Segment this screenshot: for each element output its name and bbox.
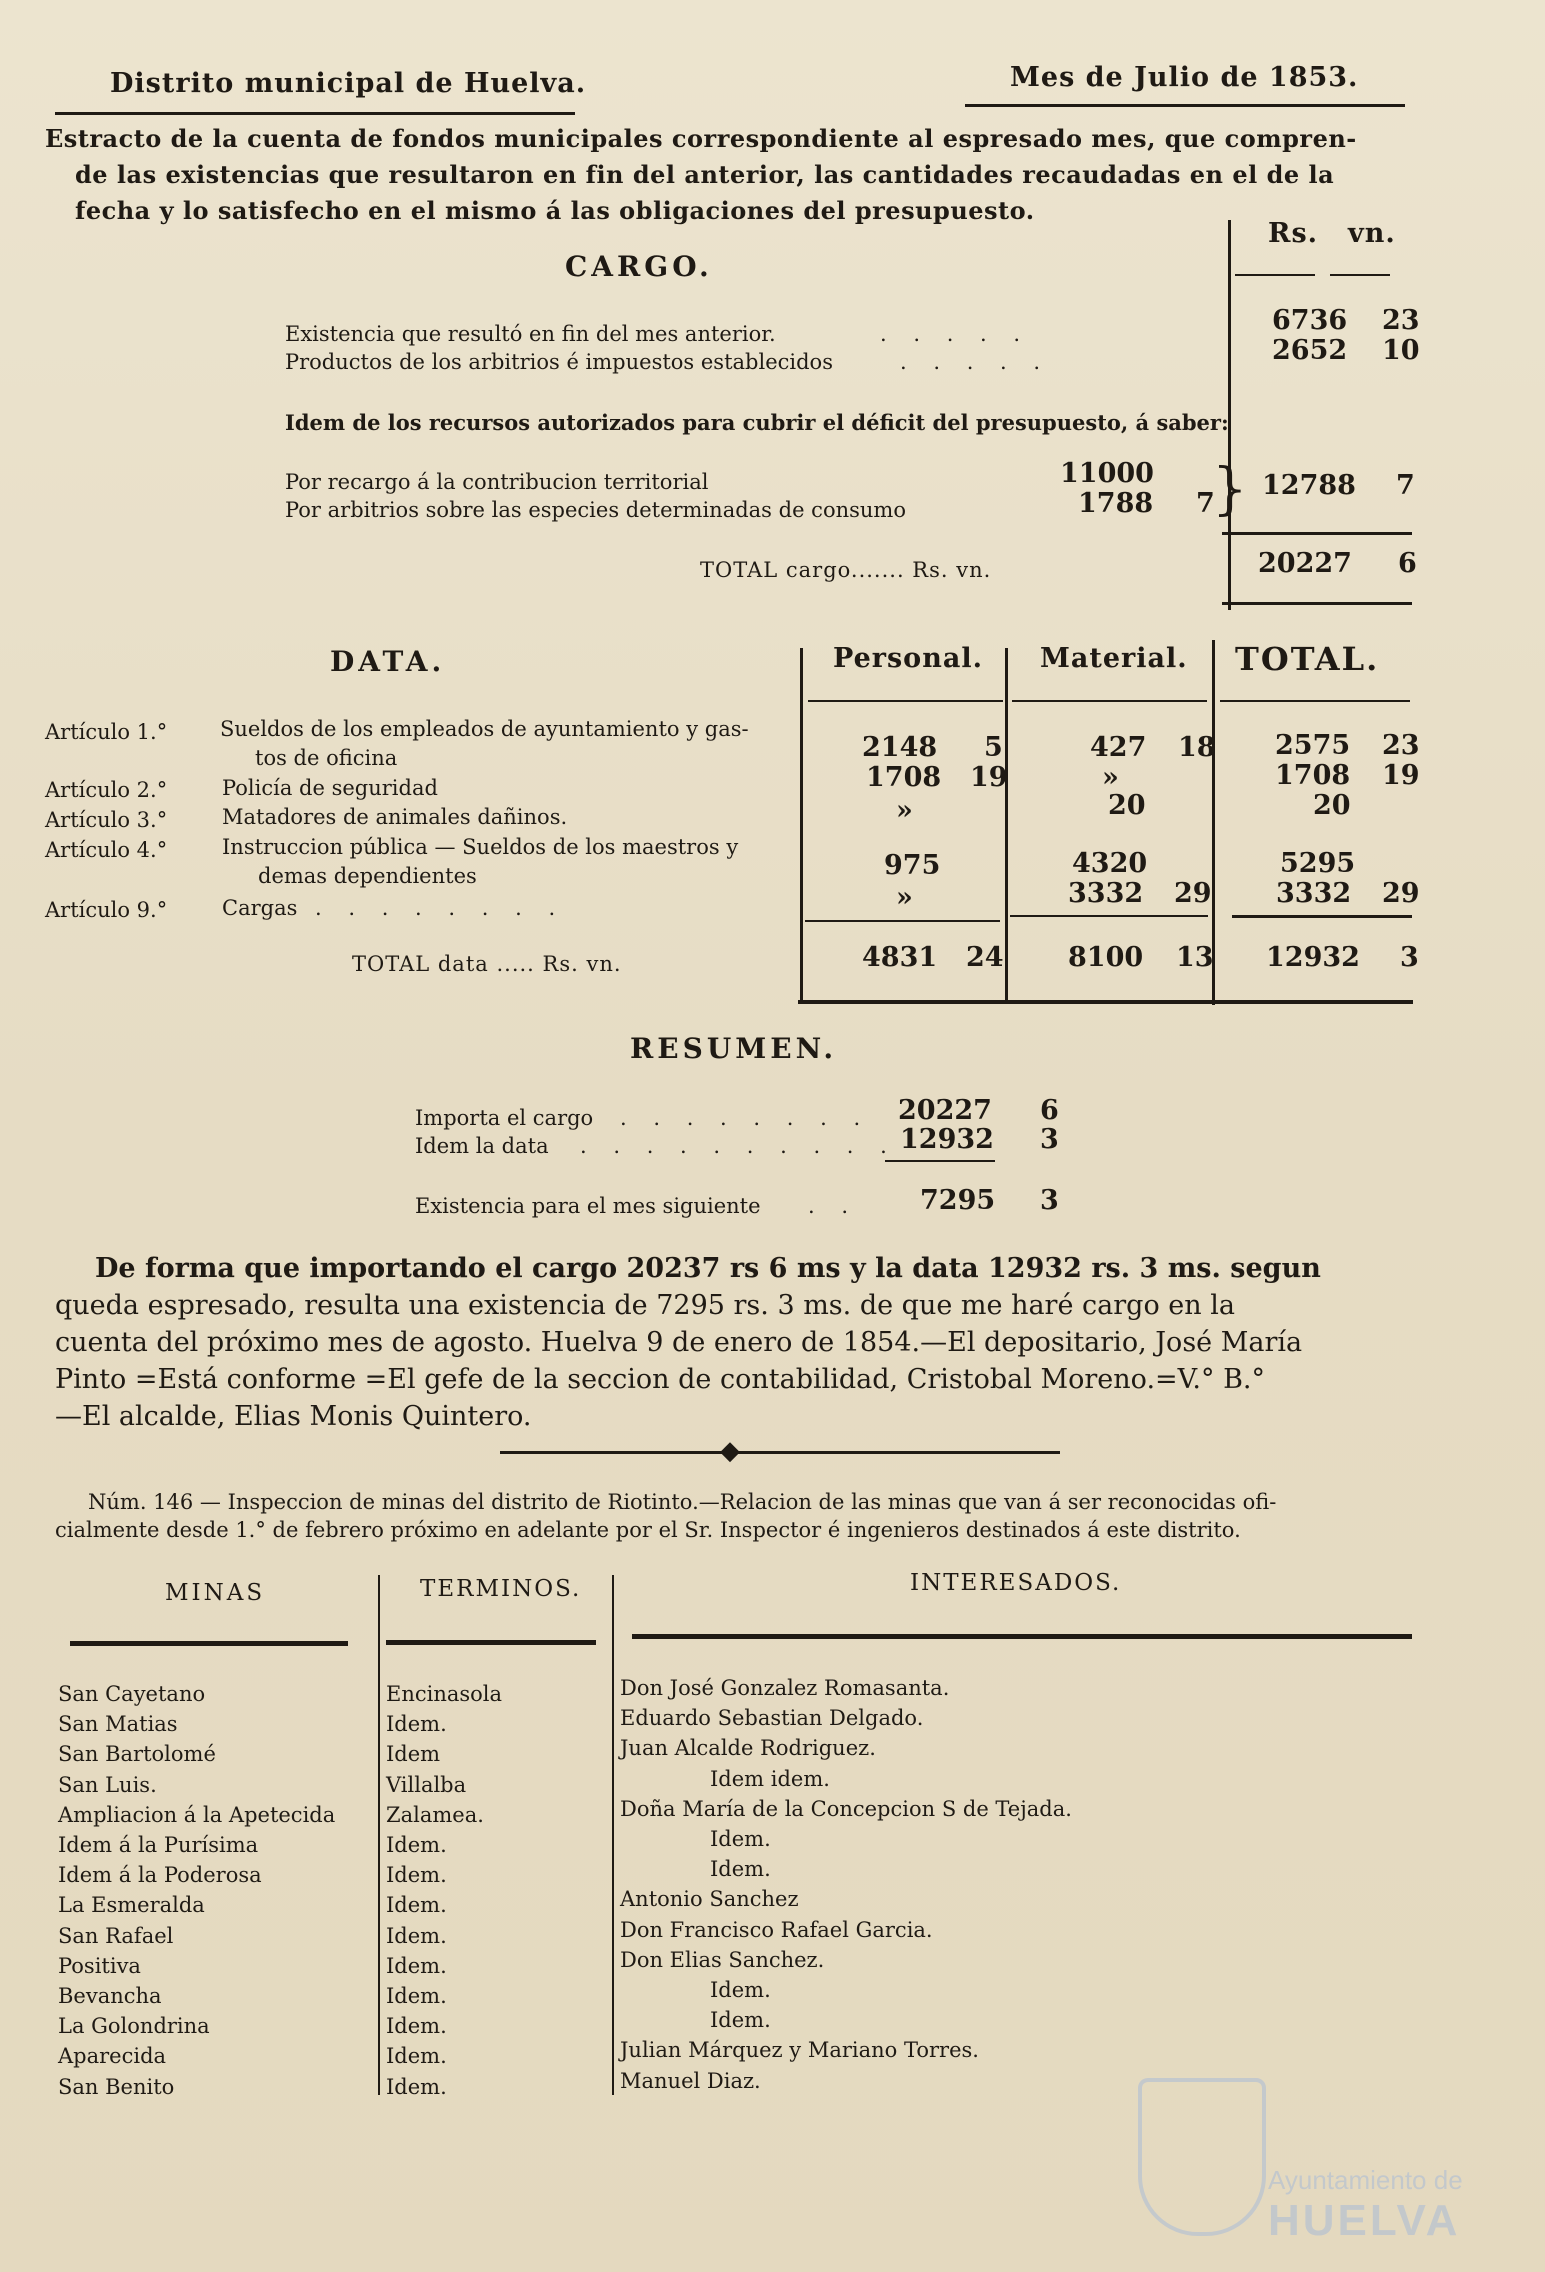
divider-ornament-icon: ◆	[720, 1436, 740, 1466]
mina-termino: Idem.	[386, 1863, 447, 1887]
cargo-row1-vn: 23	[1382, 305, 1420, 336]
mina-name: Positiva	[58, 1954, 141, 1978]
data-material: 427	[1090, 732, 1147, 763]
data-personal: »	[896, 882, 913, 913]
data-rule-1	[800, 648, 803, 1003]
mina-name: Ampliacion á la Apetecida	[58, 1803, 336, 1827]
col-minas: MINAS	[165, 1580, 266, 1606]
mina-termino: Idem.	[386, 2075, 447, 2099]
data-total: 2575	[1275, 730, 1351, 761]
mina-termino: Idem.	[386, 1833, 447, 1857]
mina-interesado: Julian Márquez y Mariano Torres.	[620, 2038, 979, 2062]
mina-interesado: Doña María de la Concepcion S de Tejada.	[620, 1797, 1072, 1821]
data-personal: 2148	[862, 732, 938, 763]
mina-termino: Idem.	[386, 1984, 447, 2008]
mina-termino: Idem.	[386, 1712, 447, 1736]
resumen-row1-vn: 6	[1040, 1095, 1059, 1126]
resumen-row2-dots: . . . . . . . . . .	[580, 1134, 897, 1158]
cargo-row1-rs: 6736	[1272, 305, 1348, 336]
data-material-vn: 29	[1174, 878, 1212, 909]
coat-of-arms-icon	[1138, 2078, 1266, 2236]
mina-termino: Idem.	[386, 1924, 447, 1948]
cargo-sub-total-rs: 12788	[1262, 470, 1356, 501]
mina-termino: Idem.	[386, 1893, 447, 1917]
resumen-row1-label: Importa el cargo	[415, 1106, 594, 1130]
watermark-line-2: HUELVA	[1268, 2196, 1461, 2245]
data-desc-cont: tos de oficina	[255, 746, 398, 770]
cargo-row2-vn: 10	[1382, 335, 1420, 366]
district-title: Distrito municipal de Huelva.	[110, 68, 587, 99]
cargo-row2-dots: . . . . .	[900, 350, 1051, 374]
intro-line-2: de las existencias que resultaron en fin del anterior, las cantidades recaudadas en el de la	[75, 160, 1335, 189]
mina-interesado: Idem idem.	[710, 1767, 830, 1791]
intro-line-1: Estracto de la cuenta de fondos municipales correspondiente al espresado mes, que compren-	[45, 124, 1357, 153]
header-rule-left	[55, 112, 575, 115]
data-art: Artículo 3.°	[45, 808, 168, 832]
brace-icon: }	[1212, 457, 1248, 522]
cargo-sub2-vn: 7	[1196, 488, 1215, 519]
data-desc: Instruccion pública — Sueldos de los maestros y	[222, 835, 739, 859]
col-material: Material.	[1040, 643, 1188, 674]
closing-line-4: Pinto =Está conforme =El gefe de la seccion de contabilidad, Cristobal Moreno.=V.° B.°	[55, 1364, 1266, 1395]
col-personal: Personal.	[833, 643, 983, 674]
data-art: Artículo 1.°	[45, 720, 168, 744]
data-art: Artículo 4.°	[45, 838, 168, 862]
data-total-vn: 19	[1382, 760, 1420, 791]
data-personal: 975	[884, 850, 941, 881]
data-total: 5295	[1280, 848, 1356, 879]
col-terminos: TERMINOS.	[420, 1576, 582, 1602]
data-personal-vn: 19	[970, 762, 1008, 793]
mina-name: San Matias	[58, 1712, 178, 1736]
material-head-rule	[1012, 700, 1207, 702]
mina-interesado: Don Elias Sanchez.	[620, 1948, 825, 1972]
cargo-recursos-label: Idem de los recursos autorizados para cubrir el déficit del presupuesto, á saber:	[285, 410, 1229, 435]
cargo-row1-dots: . . . . .	[880, 322, 1031, 346]
data-desc: Cargas	[222, 896, 298, 920]
cargo-vn-underline	[1330, 274, 1390, 276]
mina-interesado: Idem.	[710, 1827, 771, 1851]
data-art: Artículo 9.°	[45, 898, 168, 922]
col-total: TOTAL.	[1235, 640, 1380, 678]
header-rule-right	[965, 104, 1405, 107]
cargo-col-vn: vn.	[1348, 218, 1396, 249]
data-material: 3332	[1068, 878, 1144, 909]
mina-interesado: Don José Gonzalez Romasanta.	[620, 1676, 950, 1700]
mina-termino: Idem.	[386, 1954, 447, 1978]
data-total-material: 8100	[1068, 942, 1144, 973]
data-row-dots: . . . . . . . .	[315, 896, 566, 920]
mina-name: Idem á la Purísima	[58, 1833, 259, 1857]
terminos-head-rule	[386, 1640, 596, 1645]
resumen-sum-rule	[885, 1160, 995, 1162]
ornamental-divider	[500, 1451, 1060, 1454]
cargo-sub1-value: 11000	[1060, 458, 1154, 489]
mina-interesado: Idem.	[710, 1978, 771, 2002]
data-personal: 1708	[866, 762, 942, 793]
data-desc: Sueldos de los empleados de ayuntamiento y gas-	[220, 717, 749, 741]
col-interesados: INTERESADOS.	[910, 1570, 1122, 1596]
resumen-row1-dots: . . . . . . . .	[620, 1106, 871, 1130]
data-total-personal: 4831	[862, 942, 938, 973]
data-personal: »	[896, 795, 913, 826]
mina-name: Aparecida	[58, 2044, 167, 2068]
cargo-sub-total-vn: 7	[1396, 470, 1415, 501]
data-total-material-vn: 13	[1176, 942, 1214, 973]
closing-line-2: queda espresado, resulta una existencia de 7295 rs. 3 ms. de que me haré cargo en la	[55, 1290, 1235, 1321]
data-total-vn: 23	[1382, 730, 1420, 761]
cargo-total-vn: 6	[1398, 548, 1417, 579]
month-title: Mes de Julio de 1853.	[1010, 62, 1359, 93]
mina-name: Bevancha	[58, 1984, 162, 2008]
resumen-row2-label: Idem la data	[415, 1134, 549, 1158]
mina-termino: Idem.	[386, 2044, 447, 2068]
resumen-row2-rs: 12932	[900, 1124, 994, 1155]
cargo-row2-rs: 2652	[1272, 335, 1348, 366]
cargo-row2-label: Productos de los arbitrios é impuestos establecidos	[285, 350, 833, 374]
mina-interesado: Antonio Sanchez	[620, 1887, 799, 1911]
data-material: »	[1102, 762, 1119, 793]
notice-line-2: cialmente desde 1.° de febrero próximo en adelante por el Sr. Inspector é ingenieros destinados á este distrito.	[55, 1518, 1241, 1542]
data-total-total: 12932	[1266, 942, 1360, 973]
closing-line-1: De forma que importando el cargo 20237 rs 6 ms y la data 12932 rs. 3 ms. segun	[95, 1253, 1321, 1284]
mina-interesado: Don Francisco Rafael Garcia.	[620, 1918, 933, 1942]
data-art: Artículo 2.°	[45, 778, 168, 802]
data-bottom-rule	[798, 1000, 1413, 1004]
minas-rule-2	[612, 1575, 614, 2095]
cargo-sub2-label: Por arbitrios sobre las especies determinadas de consumo	[285, 498, 906, 522]
data-total: 20	[1313, 790, 1351, 821]
closing-line-5: —El alcalde, Elias Monis Quintero.	[55, 1401, 532, 1432]
data-desc: Matadores de animales dañinos.	[222, 805, 568, 829]
interesados-head-rule	[632, 1634, 1412, 1639]
cargo-total-bottom-rule	[1222, 602, 1412, 605]
mina-interesado: Manuel Diaz.	[620, 2069, 761, 2093]
mina-termino: Idem.	[386, 2014, 447, 2038]
mina-interesado: Juan Alcalde Rodriguez.	[620, 1736, 876, 1760]
data-rule-2	[1005, 648, 1008, 1003]
total-sum-rule	[1232, 915, 1412, 918]
mina-termino: Zalamea.	[386, 1803, 484, 1827]
mina-name: San Cayetano	[58, 1682, 206, 1706]
data-desc-cont: demas dependientes	[258, 864, 477, 888]
data-total-vn: 29	[1382, 878, 1420, 909]
mina-name: San Rafael	[58, 1924, 174, 1948]
resumen-row3-vn: 3	[1040, 1185, 1059, 1216]
resumen-row3-dots: . .	[808, 1194, 859, 1218]
resumen-row3-label: Existencia para el mes siguiente	[415, 1194, 761, 1218]
mina-interesado: Idem.	[710, 2008, 771, 2032]
resumen-row2-vn: 3	[1040, 1124, 1059, 1155]
total-head-rule	[1220, 700, 1410, 702]
mina-interesado: Idem.	[710, 1857, 771, 1881]
data-title: DATA.	[330, 645, 446, 678]
data-material-vn: 18	[1178, 732, 1216, 763]
data-personal-vn: 5	[984, 732, 1003, 763]
data-desc: Policía de seguridad	[222, 776, 438, 800]
minas-rule-1	[378, 1575, 380, 2095]
data-total-label: TOTAL data ..... Rs. vn.	[352, 952, 622, 976]
cargo-rs-underline	[1235, 274, 1315, 276]
cargo-sub2-value: 1788	[1078, 488, 1154, 519]
data-total: 3332	[1276, 878, 1352, 909]
data-material: 4320	[1072, 848, 1148, 879]
resumen-row1-rs: 20227	[898, 1095, 992, 1126]
data-total-total-vn: 3	[1400, 942, 1419, 973]
watermark-line-1: Ayuntamiento de	[1268, 2165, 1463, 2195]
intro-line-3: fecha y lo satisfecho en el mismo á las obligaciones del presupuesto.	[75, 196, 1035, 225]
personal-sum-rule	[805, 920, 1000, 922]
mina-name: San Luis.	[58, 1773, 157, 1797]
cargo-total-label: TOTAL cargo....... Rs. vn.	[700, 558, 992, 582]
resumen-title: RESUMEN.	[630, 1032, 838, 1065]
mina-termino: Encinasola	[386, 1682, 503, 1706]
cargo-total-top-rule	[1222, 532, 1412, 535]
cargo-row1-label: Existencia que resultó en fin del mes anterior.	[285, 322, 776, 346]
resumen-row3-rs: 7295	[920, 1185, 996, 1216]
mina-name: San Benito	[58, 2075, 175, 2099]
minas-head-rule	[70, 1641, 348, 1646]
cargo-title: CARGO.	[565, 250, 713, 283]
personal-head-rule	[808, 700, 1003, 702]
data-material: 20	[1108, 790, 1146, 821]
mina-name: La Golondrina	[58, 2014, 210, 2038]
cargo-col-rs: Rs.	[1268, 218, 1319, 249]
data-total: 1708	[1275, 760, 1351, 791]
mina-name: La Esmeralda	[58, 1893, 205, 1917]
mina-name: San Bartolomé	[58, 1742, 216, 1766]
closing-line-3: cuenta del próximo mes de agosto. Huelva 9 de enero de 1854.—El depositario, José María	[55, 1327, 1303, 1358]
cargo-sub1-label: Por recargo á la contribucion territorial	[285, 470, 709, 494]
cargo-total-rs: 20227	[1258, 548, 1352, 579]
mina-termino: Idem	[386, 1742, 441, 1766]
data-total-personal-vn: 24	[966, 942, 1004, 973]
mina-name: Idem á la Poderosa	[58, 1863, 262, 1887]
mina-interesado: Eduardo Sebastian Delgado.	[620, 1706, 924, 1730]
notice-line-1: Núm. 146 — Inspeccion de minas del distrito de Riotinto.—Relacion de las minas que van á ser reconocidas ofi-	[88, 1490, 1277, 1514]
mina-termino: Villalba	[386, 1773, 467, 1797]
material-sum-rule	[1010, 915, 1208, 917]
